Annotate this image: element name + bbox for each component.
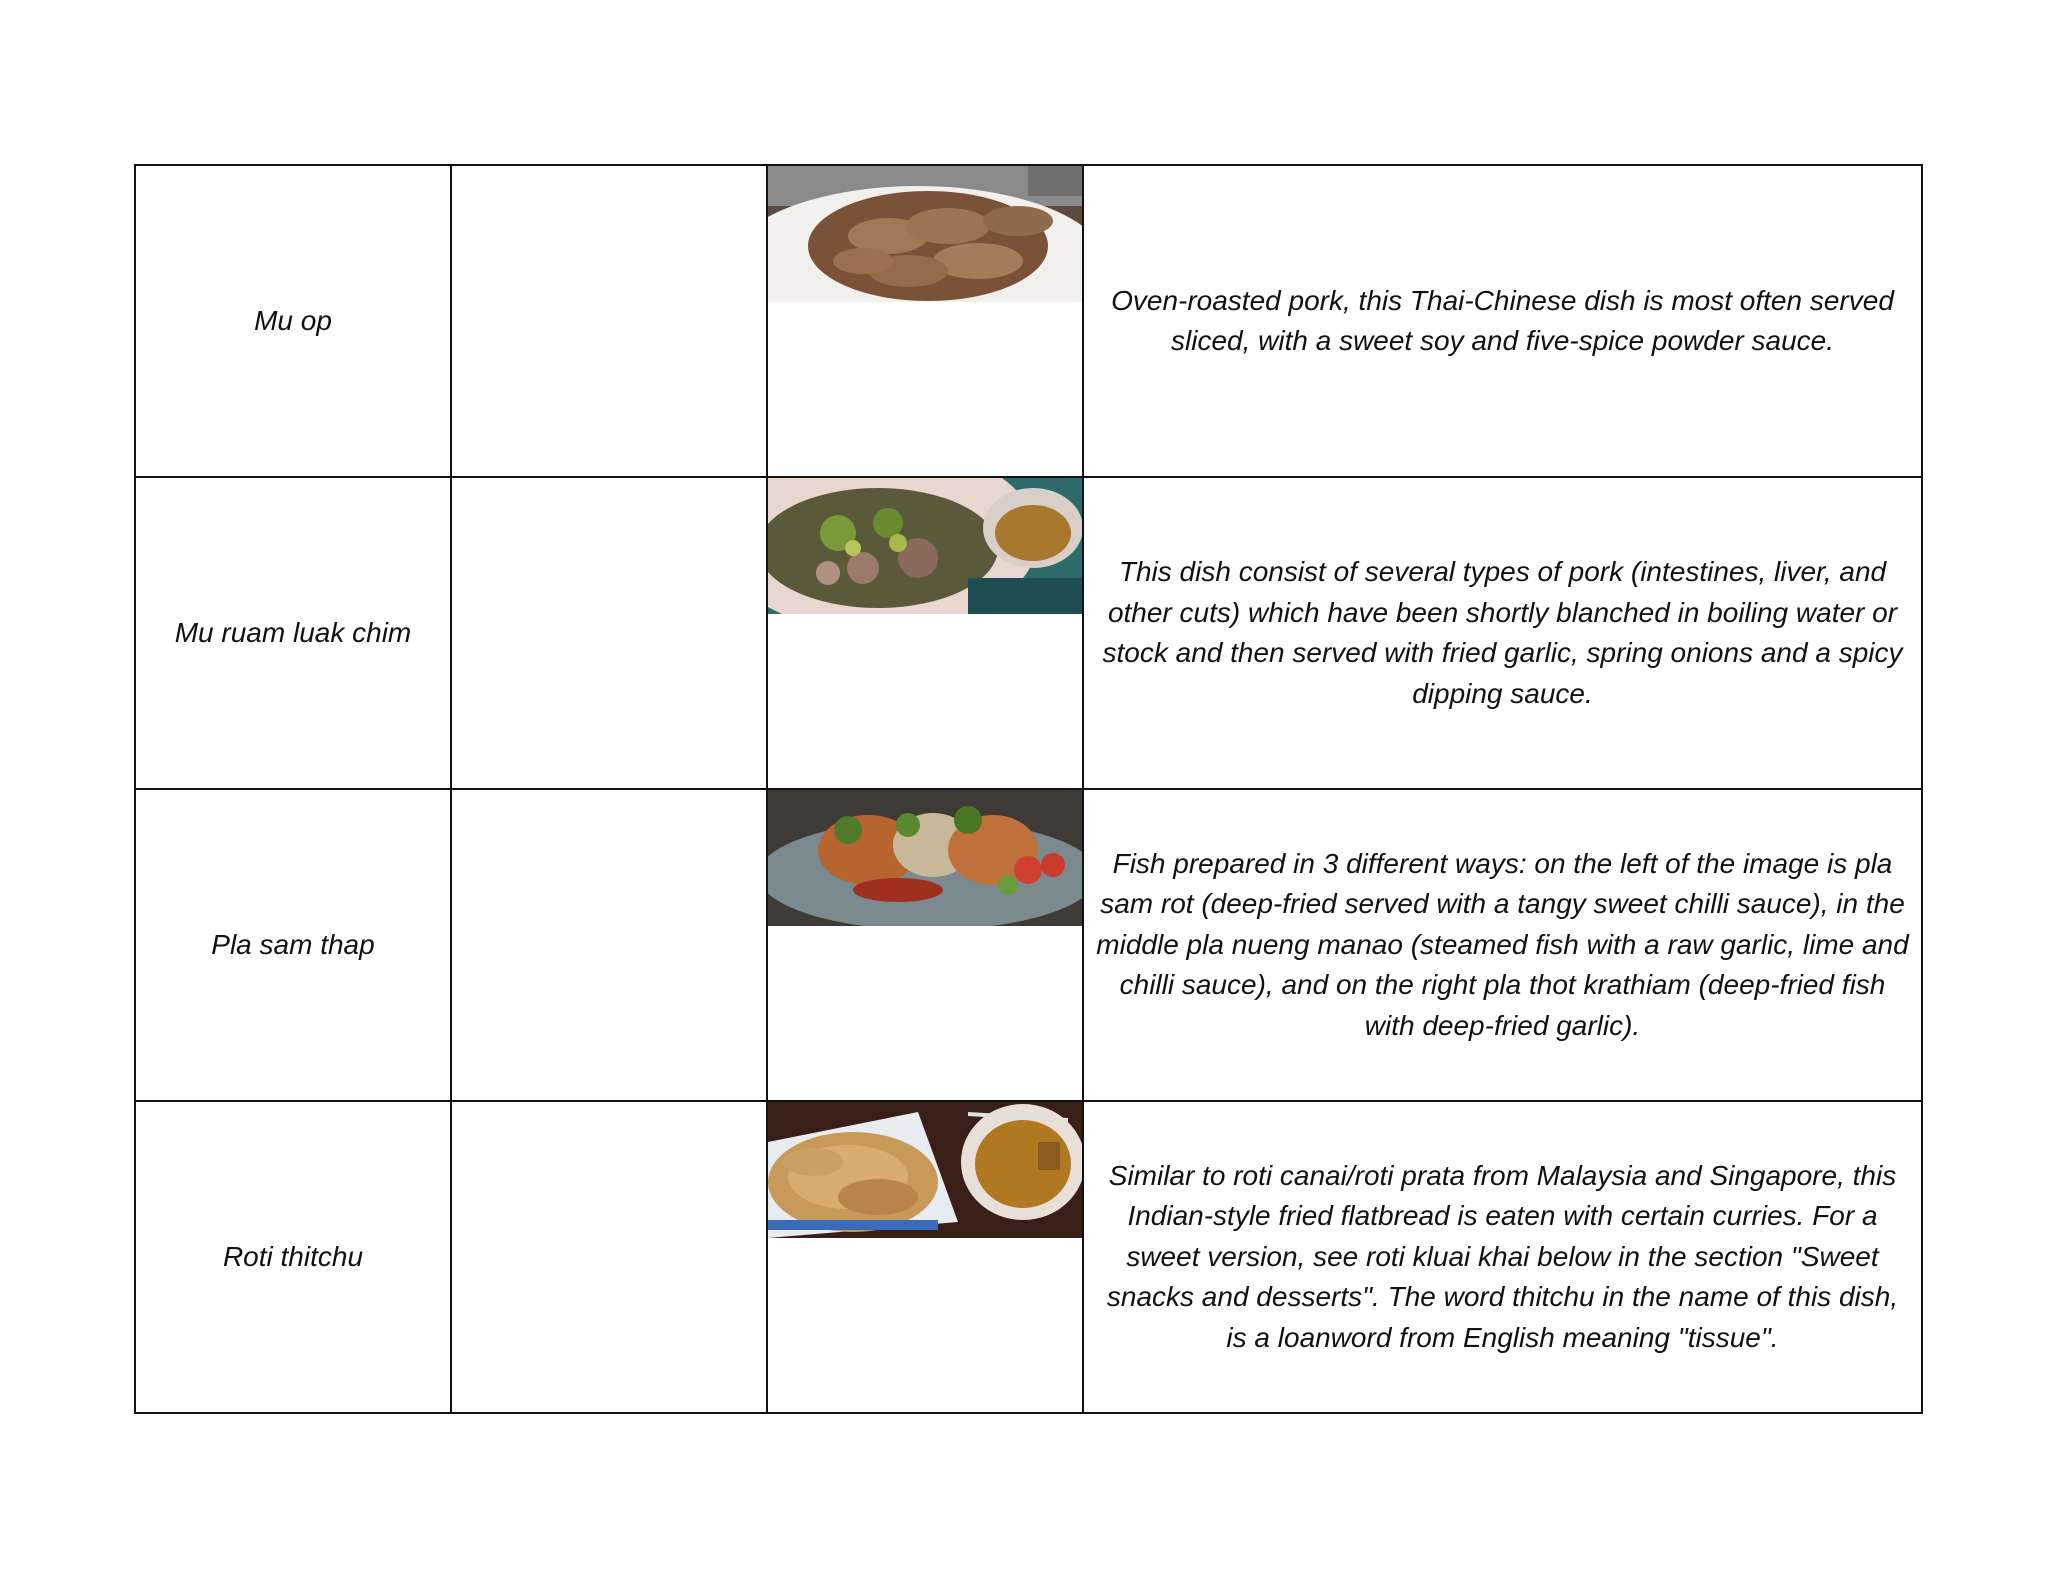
empty-cell [451, 1101, 767, 1413]
table-row [135, 165, 1922, 477]
empty-cell [451, 789, 767, 1101]
empty-cell [451, 477, 767, 789]
dish-photo-cell [767, 1101, 1083, 1413]
dish-name: Mu ruam luak chim [174, 617, 412, 648]
roasted-pork-photo [768, 166, 1082, 302]
fish-three-ways-photo [768, 790, 1082, 926]
dish-description: This dish consist of several types of pork (intestines, liver, and other cuts) which have been shortly blanched in boiling water or stock and then served with fried garlic, spring onions and a spicy dipping sauce. [1102, 556, 1903, 709]
dish-photo-cell [767, 165, 1083, 477]
dish-description: Oven-roasted pork, this Thai-Chinese dish is most often served sliced, with a sweet soy and five-spice powder sauce. [1111, 284, 1894, 356]
dish-name-cell [135, 477, 451, 789]
table-row [135, 477, 1922, 789]
dish-name: Pla sam thap [211, 929, 375, 960]
dish-name: Mu op [254, 305, 332, 336]
dish-description-cell [1083, 1101, 1922, 1413]
blanched-pork-photo [768, 478, 1082, 614]
roti-curry-photo [768, 1102, 1082, 1238]
table-row [135, 789, 1922, 1101]
dish-table [134, 164, 1923, 1414]
dish-photo-cell [767, 477, 1083, 789]
dish-name: Roti thitchu [222, 1241, 364, 1272]
dish-description: Fish prepared in 3 different ways: on the left of the image is pla sam rot (deep-fried served with a tangy sweet chilli sauce), in the middle pla nueng manao (steamed fish with a raw garlic, lime and chilli sauce), and on the right pla thot krathiam (deep-fried fish with deep-fried garlic). [1096, 847, 1909, 1041]
table-row [135, 1101, 1922, 1413]
dish-description-cell [1083, 477, 1922, 789]
empty-cell [451, 165, 767, 477]
dish-photo-cell [767, 789, 1083, 1101]
dish-description-cell [1083, 789, 1922, 1101]
dish-name-cell [135, 789, 451, 1101]
dish-description-cell [1083, 165, 1922, 477]
dish-name-cell [135, 165, 451, 477]
dish-description: Similar to roti canai/roti prata from Malaysia and Singapore, this Indian-style fried flatbread is eaten with certain curries. For a sweet version, see roti kluai khai below in the section "Sweet snacks and desserts". The word thitchu in the name of this dish, is a loanword from English meaning "tissue". [1106, 1159, 1899, 1353]
dish-name-cell [135, 1101, 451, 1413]
